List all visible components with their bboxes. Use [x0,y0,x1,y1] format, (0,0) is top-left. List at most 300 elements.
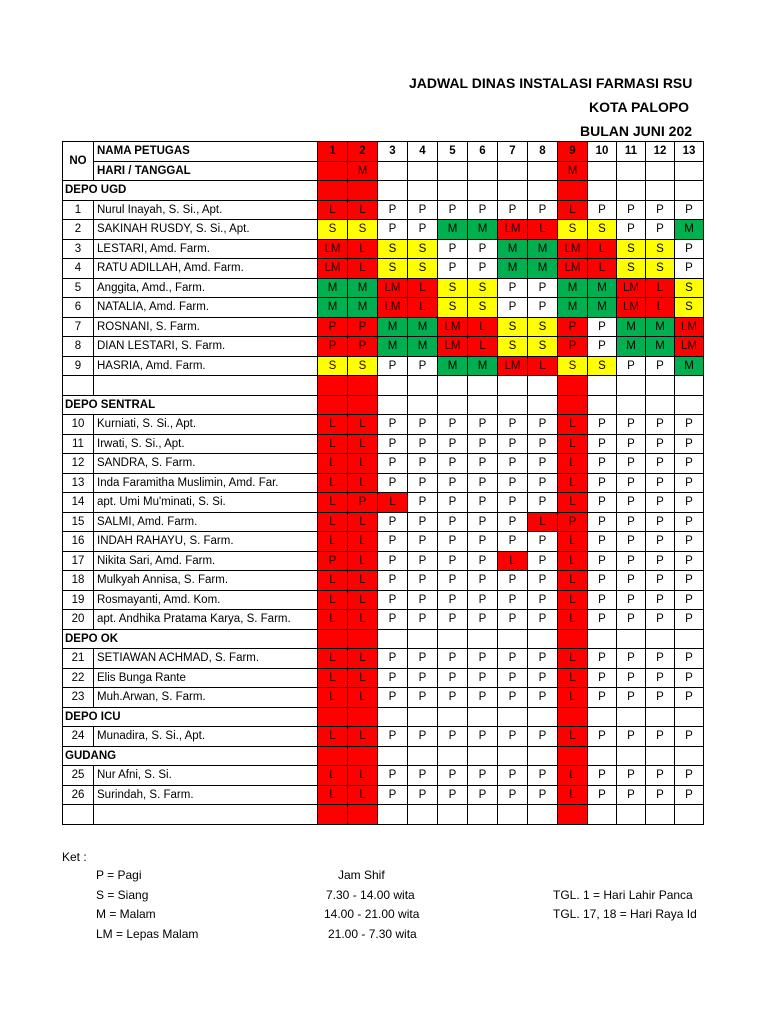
shift-cell: P [646,688,675,708]
shift-cell: P [646,668,675,688]
shift-cell: P [408,610,438,630]
shift-cell: P [378,590,408,610]
shift-cell: P [528,785,558,805]
staff-number: 18 [63,571,94,591]
shift-cell: P [438,239,468,259]
shift-cell: P [646,512,675,532]
staff-row [63,668,704,688]
section-filler-cell [675,181,704,201]
shift-cell: L [558,727,588,747]
shift-cell: L [646,298,675,318]
staff-name: SALMI, Amd. Farm. [94,512,318,532]
shift-cell: P [588,785,617,805]
shift-cell: M [438,356,468,376]
shift-cell: P [378,200,408,220]
section-filler-cell [646,395,675,415]
section-filler-cell [528,746,558,766]
shift-cell: P [528,727,558,747]
shift-cell: M [378,337,408,357]
shift-cell: P [588,532,617,552]
section-filler-cell [318,395,348,415]
shift-cell: P [498,727,528,747]
staff-row [63,649,704,669]
shift-cell: P [438,785,468,805]
shift-cell: L [408,298,438,318]
shift-cell: S [348,220,378,240]
shift-cell: P [617,220,646,240]
section-filler-cell [468,181,498,201]
shift-cell: L [468,337,498,357]
date-header-7: 7 [498,142,528,162]
staff-number: 2 [63,220,94,240]
section-filler-cell [408,746,438,766]
shift-cell: P [438,590,468,610]
shift-cell: LM [617,298,646,318]
shift-cell: P [498,298,528,318]
shift-cell: M [408,317,438,337]
shift-cell: P [528,200,558,220]
shift-cell: P [378,473,408,493]
shift-cell: P [378,649,408,669]
shift-cell: P [438,200,468,220]
section-filler-cell [348,629,378,649]
section-filler-cell [675,746,704,766]
shift-cell: LM [378,278,408,298]
staff-number: 6 [63,298,94,318]
shift-cell: P [378,356,408,376]
section-filler-cell [468,629,498,649]
shift-cell: L [348,688,378,708]
shift-cell: P [588,727,617,747]
shift-cell: L [348,512,378,532]
empty-shift-cell [378,376,408,396]
shift-cell: P [646,551,675,571]
staff-row [63,337,704,357]
staff-row [63,590,704,610]
section-filler-cell [408,629,438,649]
shift-cell: P [617,454,646,474]
section-filler-cell [528,629,558,649]
shift-cell: P [675,649,704,669]
shift-cell: P [408,688,438,708]
shift-cell: L [318,688,348,708]
shift-cell: P [468,493,498,513]
shift-cell: M [348,278,378,298]
shift-cell: P [528,454,558,474]
shift-cell: P [498,766,528,786]
shift-cell: P [675,415,704,435]
shift-cell: M [528,259,558,279]
section-filler-cell [348,395,378,415]
section-filler-cell [646,707,675,727]
shift-cell: L [558,434,588,454]
shift-cell: L [528,512,558,532]
section-filler-cell [318,746,348,766]
section-title: DEPO UGD [63,181,318,201]
staff-row [63,454,704,474]
shift-cell: L [558,766,588,786]
section-filler-cell [646,746,675,766]
shift-cell: P [408,493,438,513]
shift-cell: L [558,493,588,513]
shift-cell: P [318,551,348,571]
shift-cell: P [468,454,498,474]
day-cell-1 [318,161,348,181]
shift-cell: P [378,454,408,474]
shift-cell: M [617,337,646,357]
shift-cell: P [498,649,528,669]
section-filler-cell [318,707,348,727]
empty-shift-cell [588,805,617,825]
section-filler-cell [498,395,528,415]
section-filler-cell [408,181,438,201]
shift-cell: M [675,356,704,376]
staff-name: Mulkyah Annisa, S. Farm. [94,571,318,591]
shift-cell: P [408,473,438,493]
shift-cell: P [646,493,675,513]
shift-cell: S [318,356,348,376]
shift-cell: L [348,668,378,688]
shift-cell: L [318,532,348,552]
shift-cell: L [348,766,378,786]
shift-cell: L [348,434,378,454]
staff-row [63,688,704,708]
staff-name: Rosmayanti, Amd. Kom. [94,590,318,610]
section-filler-cell [646,181,675,201]
section-filler-cell [468,707,498,727]
staff-row [63,317,704,337]
shift-cell: P [646,356,675,376]
empty-shift-cell [318,805,348,825]
shift-cell: P [408,571,438,591]
shift-cell: P [378,532,408,552]
section-filler-cell [348,746,378,766]
shift-cell: P [378,434,408,454]
shift-cell: P [617,727,646,747]
empty-shift-cell [408,805,438,825]
shift-cell: LM [378,298,408,318]
shift-cell: L [348,571,378,591]
empty-shift-cell [646,376,675,396]
empty-shift-cell [348,805,378,825]
shift-cell: P [378,415,408,435]
shift-cell: L [318,590,348,610]
shift-cell: M [408,337,438,357]
shift-cell: P [646,454,675,474]
shift-cell: P [468,785,498,805]
legend-pagi: P = Pagi [96,868,142,882]
empty-name-cell [94,805,318,825]
shift-cell: S [558,356,588,376]
shift-cell: L [318,200,348,220]
shift-cell: S [348,356,378,376]
shift-cell: L [588,259,617,279]
shift-cell: P [378,727,408,747]
shift-cell: P [675,532,704,552]
shift-cell: P [528,649,558,669]
shift-cell: L [318,454,348,474]
shift-cell: P [498,668,528,688]
shift-cell: P [675,512,704,532]
shift-cell: P [617,590,646,610]
shift-cell: M [318,298,348,318]
shift-cell: LM [438,337,468,357]
staff-number: 3 [63,239,94,259]
shift-cell: L [408,278,438,298]
shift-cell: L [558,590,588,610]
shift-cell: L [558,454,588,474]
shift-cell: P [408,785,438,805]
date-header-10: 10 [588,142,617,162]
staff-number: 8 [63,337,94,357]
shift-cell: P [438,766,468,786]
section-filler-cell [408,395,438,415]
shift-cell: L [558,473,588,493]
shift-cell: P [617,532,646,552]
section-filler-cell [558,181,588,201]
shift-cell: M [588,278,617,298]
shift-cell: P [438,551,468,571]
section-filler-cell [675,629,704,649]
shift-cell: LM [617,278,646,298]
day-cell-10 [588,161,617,181]
shift-cell: P [617,551,646,571]
shift-cell: P [468,727,498,747]
legend-lepas-malam: LM = Lepas Malam [96,927,199,941]
section-filler-cell [588,746,617,766]
section-filler-cell [348,181,378,201]
staff-row [63,278,704,298]
section-filler-cell [617,629,646,649]
empty-shift-cell [617,805,646,825]
shift-cell: L [378,493,408,513]
staff-number: 7 [63,317,94,337]
day-cell-8 [528,161,558,181]
shift-cell: P [617,688,646,708]
staff-name: ROSNANI, S. Farm. [94,317,318,337]
staff-row [63,785,704,805]
shift-cell: P [498,278,528,298]
shift-cell: P [498,434,528,454]
shift-cell: P [408,532,438,552]
shift-cell: P [675,571,704,591]
section-filler-cell [617,746,646,766]
shift-cell: L [468,317,498,337]
shift-cell: P [617,610,646,630]
shift-cell: P [675,590,704,610]
shift-time-pagi: 7.30 - 14.00 wita [326,888,415,902]
staff-number: 17 [63,551,94,571]
shift-cell: P [438,571,468,591]
shift-cell: S [675,278,704,298]
shift-cell: P [675,454,704,474]
section-row [63,181,704,201]
shift-cell: P [646,766,675,786]
empty-shift-cell [468,805,498,825]
shift-cell: P [498,473,528,493]
shift-cell: P [528,668,558,688]
shift-cell: P [588,551,617,571]
section-filler-cell [675,707,704,727]
shift-cell: P [408,434,438,454]
shift-cell: S [468,278,498,298]
shift-cell: P [468,239,498,259]
staff-row [63,551,704,571]
shift-cell: S [408,259,438,279]
shift-cell: L [318,610,348,630]
shift-cell: P [675,239,704,259]
staff-row [63,298,704,318]
section-row [63,629,704,649]
shift-cell: L [318,493,348,513]
staff-number: 13 [63,473,94,493]
empty-shift-cell [498,805,528,825]
empty-shift-cell [646,805,675,825]
staff-name: Munadira, S. Si., Apt. [94,727,318,747]
shift-cell: P [438,473,468,493]
shift-cell: L [348,454,378,474]
date-header-6: 6 [468,142,498,162]
schedule-title: JADWAL DINAS INSTALASI FARMASI RSU [409,75,693,91]
shift-cell: P [438,727,468,747]
shift-cell: P [408,415,438,435]
shift-cell: L [558,649,588,669]
shift-cell: P [408,668,438,688]
shift-cell: P [588,571,617,591]
staff-name: HASRIA, Amd. Farm. [94,356,318,376]
shift-cell: P [348,337,378,357]
shift-cell: P [528,532,558,552]
shift-cell: M [675,220,704,240]
shift-cell: P [468,610,498,630]
date-header-9: 9 [558,142,588,162]
section-filler-cell [558,395,588,415]
shift-cell: P [468,571,498,591]
month-title: BULAN JUNI 202 [580,123,693,139]
staff-row [63,239,704,259]
staff-number: 10 [63,415,94,435]
shift-cell: P [617,512,646,532]
day-cell-9: M [558,161,588,181]
staff-row [63,493,704,513]
shift-cell: M [646,337,675,357]
staff-number: 5 [63,278,94,298]
shift-cell: P [588,200,617,220]
section-filler-cell [438,707,468,727]
staff-number: 11 [63,434,94,454]
shift-cell: P [408,454,438,474]
shift-cell: P [588,610,617,630]
shift-cell: S [558,220,588,240]
shift-cell: M [588,298,617,318]
shift-cell: P [378,512,408,532]
shift-cell: S [378,239,408,259]
section-filler-cell [318,629,348,649]
shift-cell: L [558,551,588,571]
shift-cell: S [588,220,617,240]
shift-cell: L [528,356,558,376]
staff-number: 26 [63,785,94,805]
shift-cell: P [675,766,704,786]
shift-cell: L [498,551,528,571]
shift-cell: P [438,454,468,474]
shift-cell: P [408,220,438,240]
staff-row [63,220,704,240]
empty-shift-cell [617,376,646,396]
empty-no-cell [63,376,94,396]
section-filler-cell [348,707,378,727]
shift-cell: P [588,590,617,610]
shift-cell: S [646,259,675,279]
shift-cell: P [617,571,646,591]
section-filler-cell [558,629,588,649]
staff-name: Inda Faramitha Muslimin, Amd. Far. [94,473,318,493]
shift-cell: P [438,668,468,688]
shift-cell: P [675,688,704,708]
legend-siang: S = Siang [96,888,149,902]
day-header: HARI / TANGGAL [94,161,318,181]
city-title: KOTA PALOPO [589,99,690,115]
shift-cell: P [675,473,704,493]
shift-cell: L [558,610,588,630]
empty-shift-cell [408,376,438,396]
date-header-8: 8 [528,142,558,162]
shift-cell: M [468,356,498,376]
shift-cell: P [617,766,646,786]
shift-cell: P [617,668,646,688]
section-filler-cell [588,629,617,649]
shift-cell: P [646,473,675,493]
shift-cell: L [558,785,588,805]
shift-cell: P [646,220,675,240]
staff-name: RATU ADILLAH, Amd. Farm. [94,259,318,279]
shift-cell: P [675,610,704,630]
staff-row [63,610,704,630]
staff-row [63,259,704,279]
empty-shift-cell [318,376,348,396]
shift-cell: S [588,356,617,376]
shift-cell: LM [675,337,704,357]
staff-number: 9 [63,356,94,376]
empty-shift-cell [438,376,468,396]
note-date-1: TGL. 1 = Hari Lahir Panca [553,888,693,902]
section-filler-cell [528,181,558,201]
staff-number: 25 [63,766,94,786]
shift-cell: L [646,278,675,298]
section-title: DEPO SENTRAL [63,395,318,415]
shift-cell: P [675,727,704,747]
section-filler-cell [528,395,558,415]
shift-cell: P [318,317,348,337]
shift-cell: M [617,317,646,337]
shift-cell: P [646,727,675,747]
shift-cell: P [378,766,408,786]
staff-name: apt. Umi Mu'minati, S. Si. [94,493,318,513]
day-cell-13 [675,161,704,181]
staff-name: Kurniati, S. Si., Apt. [94,415,318,435]
shift-cell: P [438,610,468,630]
staff-name: Elis Bunga Rante [94,668,318,688]
shift-cell: P [438,259,468,279]
section-title: GUDANG [63,746,318,766]
shift-cell: S [617,259,646,279]
shift-cell: S [378,259,408,279]
shift-cell: L [318,649,348,669]
date-header-5: 5 [438,142,468,162]
staff-row [63,200,704,220]
shift-cell: L [558,532,588,552]
shift-cell: P [646,649,675,669]
